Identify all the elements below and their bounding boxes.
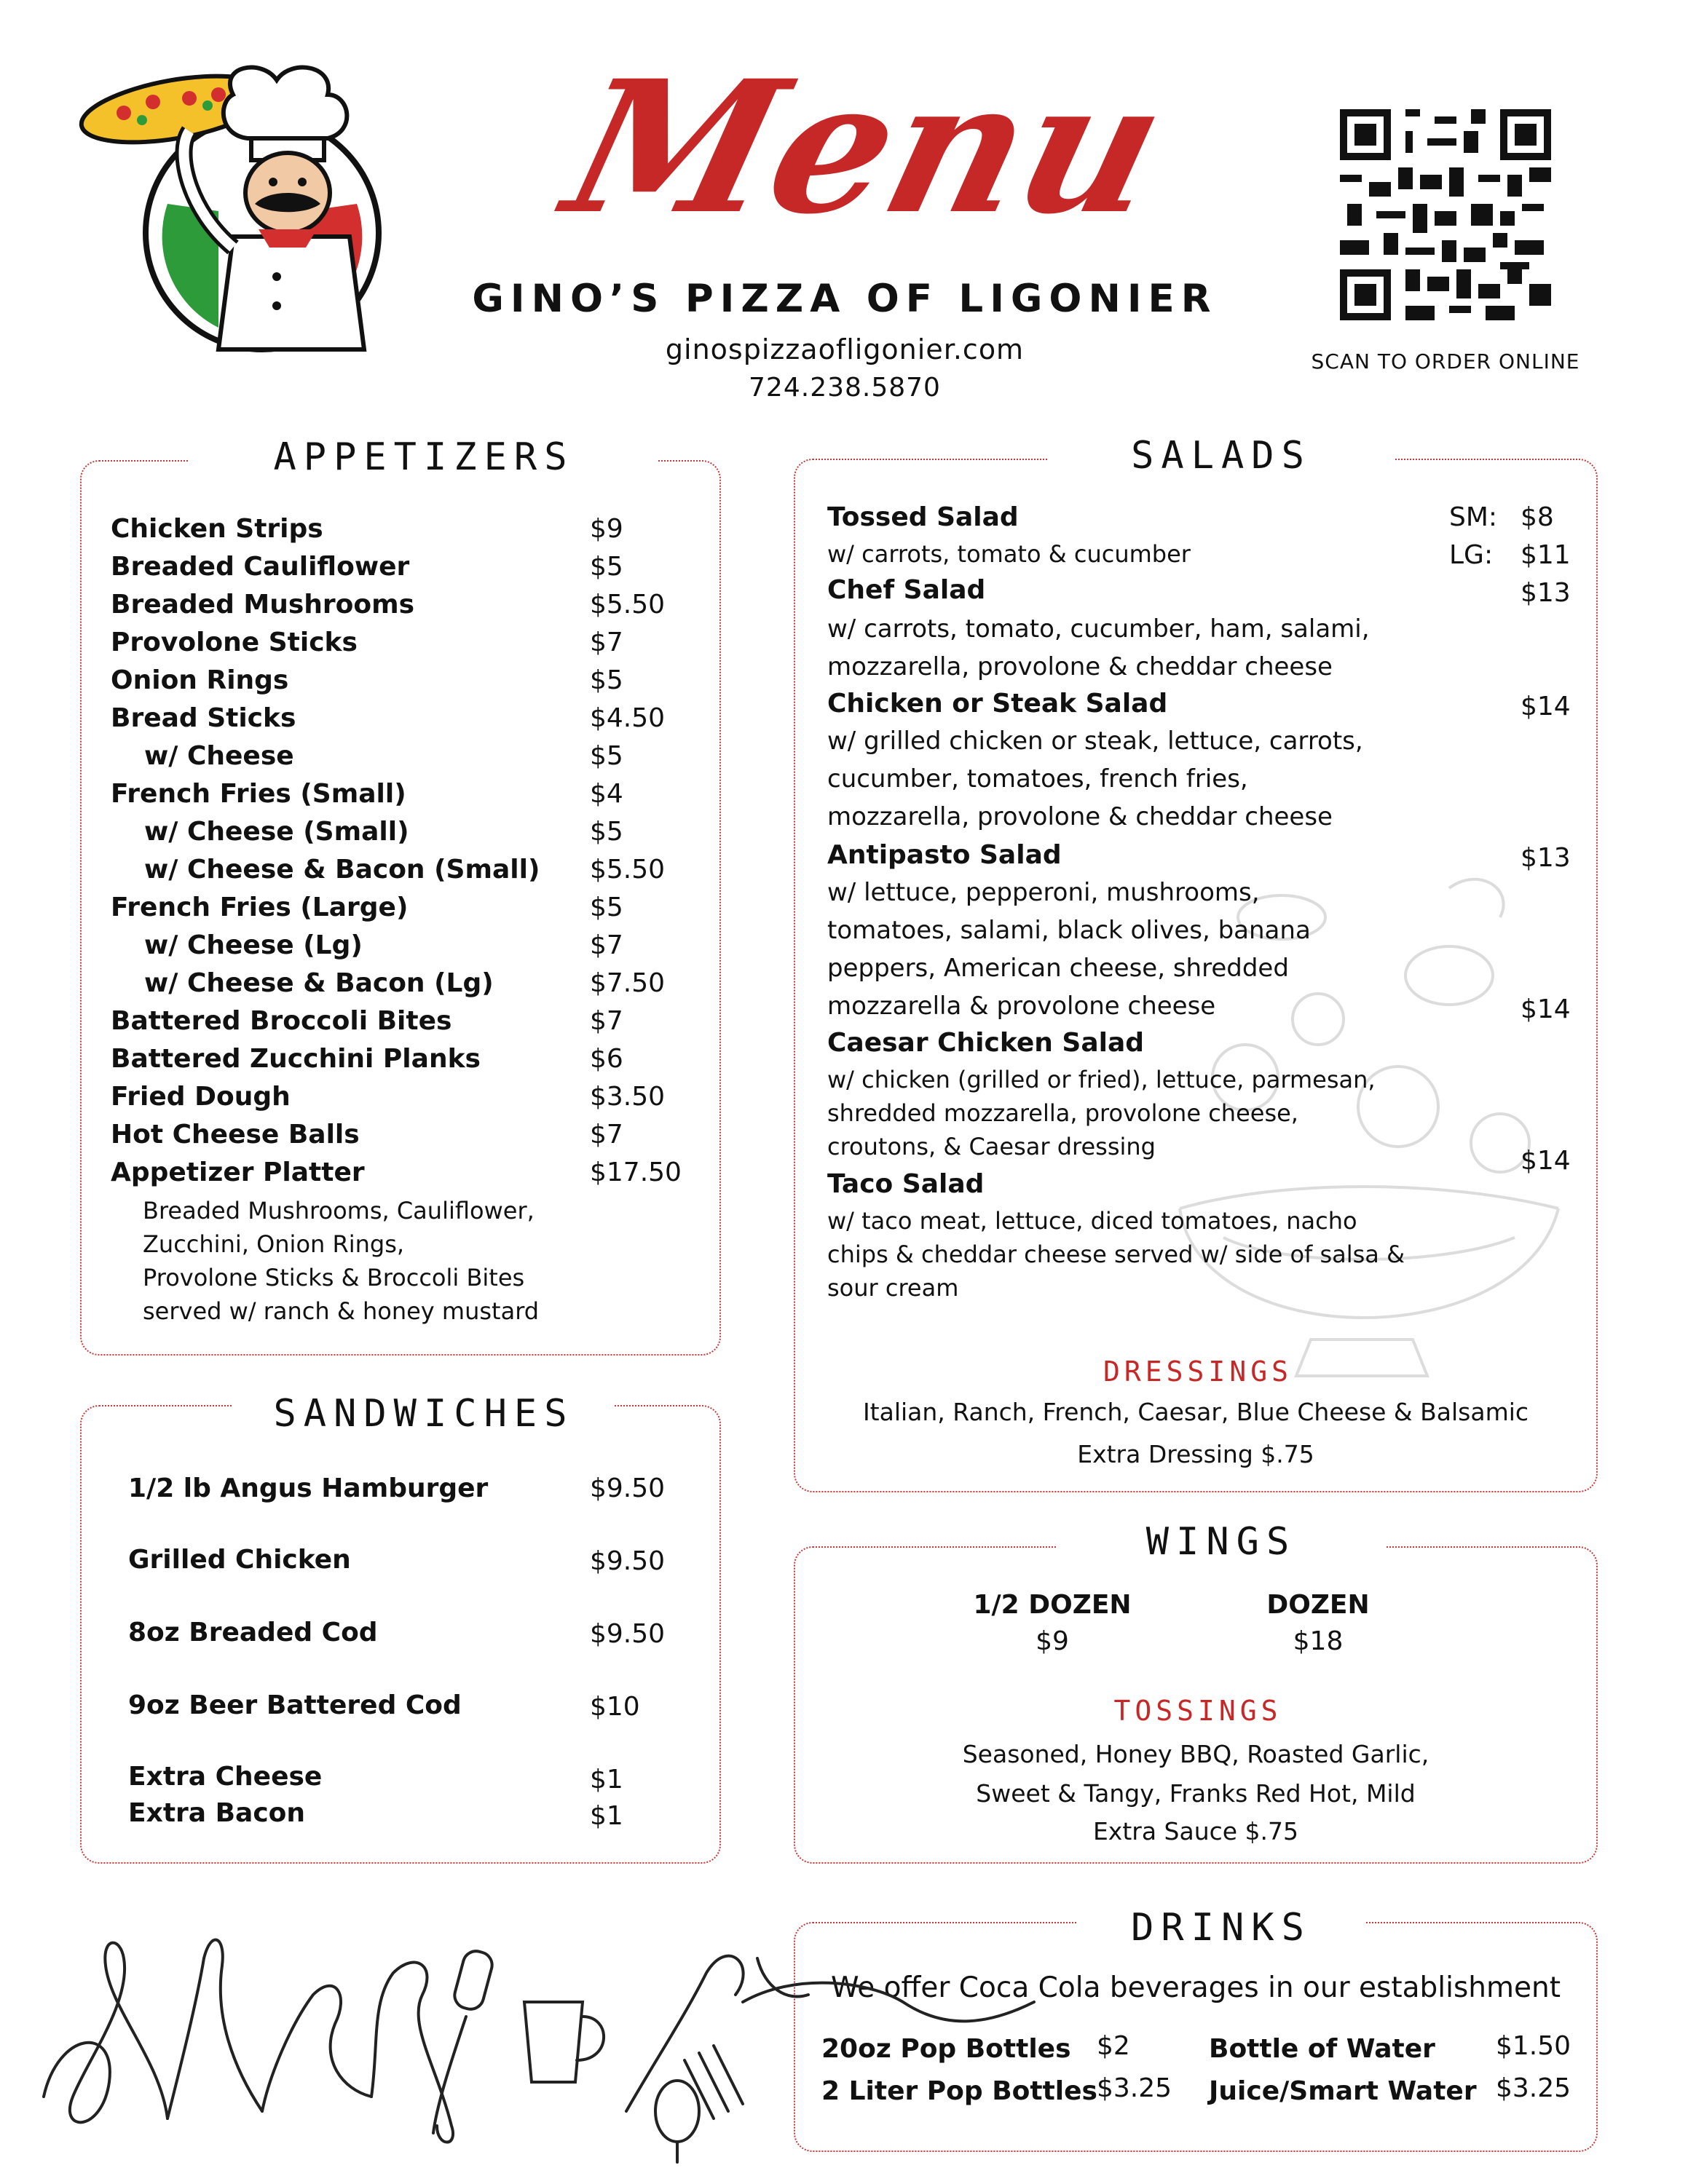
menu-item-description: croutons, & Caesar dressing <box>827 1133 1156 1160</box>
menu-item-description: w/ taco meat, lettuce, diced tomatoes, nacho <box>827 1207 1357 1235</box>
svg-text:Menu: Menu <box>548 40 1184 255</box>
menu-item-price: $5 <box>590 552 623 582</box>
menu-item-price: $3.25 <box>1097 2073 1172 2103</box>
menu-item-price: $6 <box>590 1044 623 1074</box>
menu-item-price: $10 <box>590 1692 640 1722</box>
menu-item-description: w/ carrots, tomato, cucumber, ham, salami, <box>827 614 1370 644</box>
menu-item-price: $11 <box>1521 540 1571 570</box>
menu-item-price: $5 <box>590 741 623 771</box>
menu-item-price: $7.50 <box>590 968 666 998</box>
menu-item-name: Bread Sticks <box>111 703 296 733</box>
menu-item-price: $14 <box>1521 994 1571 1024</box>
extra-dressing: Extra Dressing $.75 <box>1077 1440 1314 1468</box>
menu-item-name: w/ Cheese (Small) <box>144 817 409 847</box>
platter-description: Zucchini, Onion Rings, <box>143 1230 405 1258</box>
salads-title: SALADS <box>1049 434 1394 478</box>
size-label-sm: SM: <box>1449 502 1498 532</box>
menu-item-name: 20oz Pop Bottles <box>821 2034 1071 2064</box>
tossings-title: TOSSINGS <box>1113 1695 1282 1727</box>
platter-description: Provolone Sticks & Broccoli Bites <box>143 1264 525 1291</box>
menu-item-name: 9oz Beer Battered Cod <box>128 1690 462 1720</box>
menu-item-name: Battered Broccoli Bites <box>111 1006 452 1036</box>
qr-caption: SCAN TO ORDER ONLINE <box>1311 349 1580 373</box>
menu-item-description: mozzarella, provolone & cheddar cheese <box>827 652 1333 681</box>
menu-item-price: $17.50 <box>590 1158 682 1187</box>
menu-item-price: $5 <box>590 893 623 922</box>
menu-item-description: w/ carrots, tomato & cucumber <box>827 540 1191 568</box>
menu-item-price: $9.50 <box>590 1546 666 1576</box>
size-label-lg: LG: <box>1449 540 1494 570</box>
drinks-title: DRINKS <box>1078 1906 1365 1950</box>
menu-item-price: $13 <box>1521 578 1571 608</box>
menu-item-description: w/ grilled chicken or steak, lettuce, carrots, <box>827 727 1363 756</box>
sandwiches-title: SANDWICHES <box>233 1392 615 1436</box>
half-dozen-price: $9 <box>1036 1626 1069 1656</box>
menu-item-name: Provolone Sticks <box>111 628 358 657</box>
menu-item-price: $7 <box>590 1006 623 1036</box>
menu-item-price: $1 <box>590 1801 623 1831</box>
tossings-line: Sweet & Tangy, Franks Red Hot, Mild <box>976 1779 1416 1808</box>
qr-code-icon[interactable] <box>1340 109 1551 320</box>
menu-item-name: Onion Rings <box>111 665 289 695</box>
menu-item-price: $1 <box>590 1765 623 1795</box>
menu-item-price: $2 <box>1097 2031 1130 2061</box>
menu-item-name: Juice/Smart Water <box>1209 2076 1477 2106</box>
menu-item-description: cucumber, tomatoes, french fries, <box>827 764 1248 794</box>
menu-item-name: French Fries (Large) <box>111 893 409 922</box>
menu-item-name: w/ Cheese & Bacon (Small) <box>144 855 540 885</box>
menu-item-name: 2 Liter Pop Bottles <box>821 2076 1097 2106</box>
dozen-price: $18 <box>1293 1626 1344 1656</box>
menu-item-price: $3.50 <box>590 1082 666 1112</box>
platter-description: served w/ ranch & honey mustard <box>143 1297 540 1325</box>
menu-item-price: $9 <box>590 514 623 544</box>
menu-item-name: 1/2 lb Angus Hamburger <box>128 1473 489 1503</box>
menu-item-price: $3.25 <box>1496 2073 1571 2103</box>
menu-item-name: Breaded Cauliflower <box>111 552 410 582</box>
dressings-title: DRESSINGS <box>1103 1356 1293 1388</box>
menu-item-name: Hot Cheese Balls <box>111 1120 360 1150</box>
menu-item-description: shredded mozzarella, provolone cheese, <box>827 1099 1298 1127</box>
menu-item-name: 8oz Breaded Cod <box>128 1618 378 1647</box>
wings-title: WINGS <box>1056 1520 1387 1564</box>
menu-item-price: $7 <box>590 930 623 960</box>
menu-item-name: w/ Cheese <box>144 741 294 771</box>
kitchen-utensils-illustration <box>29 1915 1049 2162</box>
menu-item-name: Antipasto Salad <box>827 840 1062 870</box>
menu-item-price: $9.50 <box>590 1473 666 1503</box>
menu-item-name: Grilled Chicken <box>128 1545 351 1575</box>
menu-item-name: Extra Bacon <box>128 1798 306 1828</box>
menu-item-price: $13 <box>1521 843 1571 873</box>
menu-item-description: sour cream <box>827 1274 959 1302</box>
menu-item-name: Fried Dough <box>111 1082 291 1112</box>
menu-item-price: $5.50 <box>590 855 666 885</box>
menu-item-name: Extra Cheese <box>128 1762 323 1792</box>
half-dozen-label: 1/2 DOZEN <box>973 1590 1132 1620</box>
menu-item-name: French Fries (Small) <box>111 779 406 809</box>
drinks-intro: We offer Coca Cola beverages in our establishment <box>830 1971 1561 2004</box>
menu-item-description: chips & cheddar cheese served w/ side of salsa & <box>827 1241 1405 1268</box>
menu-item-price: $8 <box>1521 502 1554 532</box>
menu-item-description: peppers, American cheese, shredded <box>827 954 1289 983</box>
menu-item-price: $4 <box>590 779 623 809</box>
phone-number[interactable]: 724.238.5870 <box>749 373 941 403</box>
menu-item-price: $9.50 <box>590 1619 666 1649</box>
menu-item-description: mozzarella & provolone cheese <box>827 992 1216 1021</box>
menu-item-price: $5 <box>590 817 623 847</box>
menu-script-title <box>548 29 1184 291</box>
extra-sauce: Extra Sauce $.75 <box>1092 1817 1299 1845</box>
menu-item-price: $5.50 <box>590 590 666 620</box>
menu-item-name: Caesar Chicken Salad <box>827 1028 1145 1058</box>
website-link[interactable]: ginospizzaofligonier.com <box>665 333 1025 365</box>
platter-description: Breaded Mushrooms, Cauliflower, <box>143 1197 535 1224</box>
menu-item-name: Appetizer Platter <box>111 1158 365 1187</box>
menu-item-description: w/ chicken (grilled or fried), lettuce, parmesan, <box>827 1066 1376 1093</box>
menu-item-name: Chicken or Steak Salad <box>827 689 1168 719</box>
menu-item-price: $4.50 <box>590 703 666 733</box>
menu-item-description: tomatoes, salami, black olives, banana <box>827 916 1311 945</box>
menu-item-description: w/ lettuce, pepperoni, mushrooms, <box>827 878 1260 907</box>
menu-item-price: $14 <box>1521 692 1571 721</box>
menu-item-description: mozzarella, provolone & cheddar cheese <box>827 802 1333 831</box>
menu-item-name: Taco Salad <box>827 1169 985 1199</box>
menu-item-name: Bottle of Water <box>1209 2034 1435 2064</box>
menu-item-name: w/ Cheese (Lg) <box>144 930 363 960</box>
menu-item-price: $14 <box>1521 1146 1571 1176</box>
menu-item-name: Chef Salad <box>827 575 986 605</box>
menu-item-price: $5 <box>590 665 623 695</box>
menu-item-name: w/ Cheese & Bacon (Lg) <box>144 968 494 998</box>
menu-item-name: Chicken Strips <box>111 514 323 544</box>
menu-item-price: $7 <box>590 628 623 657</box>
menu-item-price: $7 <box>590 1120 623 1150</box>
tossings-line: Seasoned, Honey BBQ, Roasted Garlic, <box>962 1740 1429 1768</box>
menu-item-name: Tossed Salad <box>827 502 1019 532</box>
appetizers-title: APPETIZERS <box>189 435 658 479</box>
dozen-label: DOZEN <box>1266 1590 1370 1620</box>
menu-item-price: $1.50 <box>1496 2031 1571 2061</box>
menu-item-name: Breaded Mushrooms <box>111 590 415 620</box>
menu-item-name: Battered Zucchini Planks <box>111 1044 481 1074</box>
dressings-list: Italian, Ranch, French, Caesar, Blue Cheese & Balsamic <box>862 1398 1529 1426</box>
chef-logo <box>73 66 393 357</box>
restaurant-name: GINO’S PIZZA OF LIGONIER <box>472 277 1218 321</box>
